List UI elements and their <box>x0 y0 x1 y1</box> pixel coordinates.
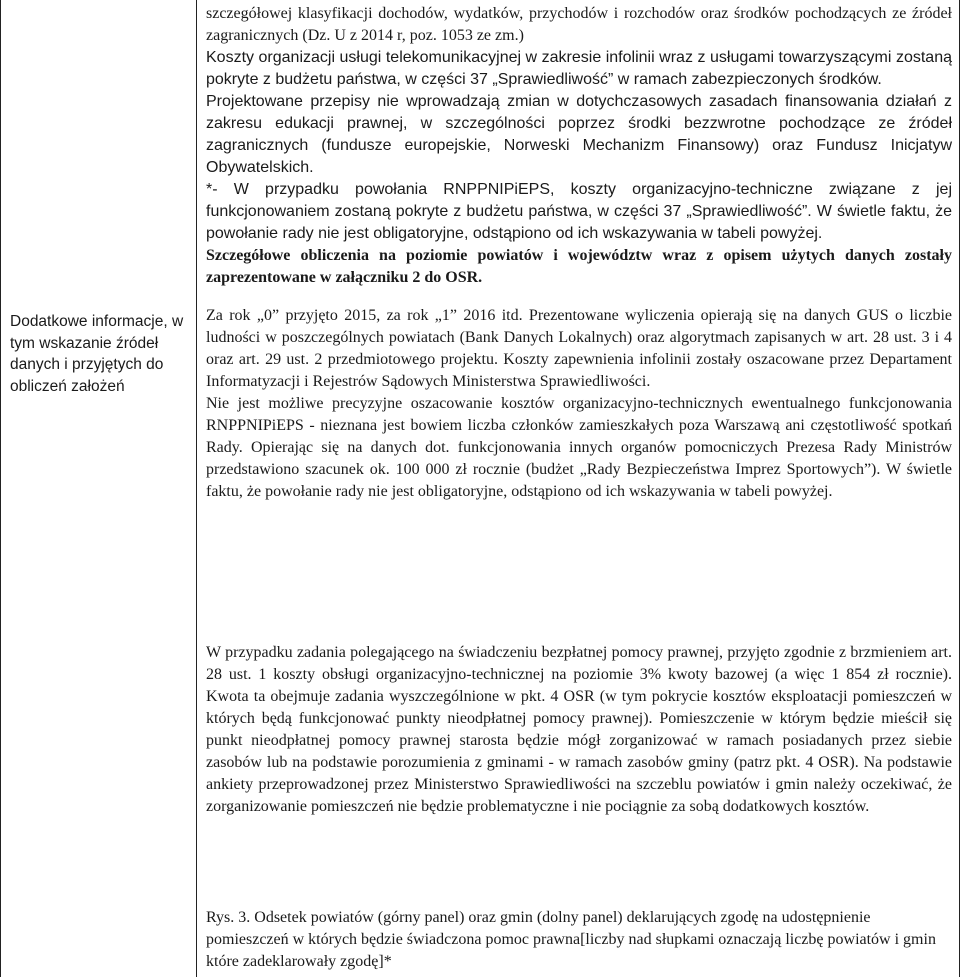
paragraph-legal-aid: W przypadku zadania polegającego na świadczeniu bezpłatnej pomocy prawnej, przyjęto zgodnie z brzmieniem art. 28 ust. 1 koszty obsługi organizacyjno-technicznej na poziomie 3% kwoty bazowej (a więc 1 854 zł rocznie). Kwota ta obejmuje zadania wyszczególnione w pkt. 4 OSR (w tym pokrycie kosztów eksploatacji pomieszczeń w których będą funkcjonować punkty nieodpłatnej pomocy prawnej). Pomieszczenie w którym będzie mieścił się punkt nieodpłatnej pomocy prawnej starosta będzie mógł zorganizować w ramach posiadanych przez siebie zasobów lub na podstawie porozumienia z gminami - w ramach zasobów gminy (patrz pkt. 4 OSR). Na podstawie ankiety przeprowadzonej przez Ministerstwo Sprawiedliwości na szczeblu powiatów i gmin należy oczekiwać, że zorganizowanie pomieszczeń nie będzie problematyczne i nie pociągnie za sobą dodatkowych kosztów. <box>206 644 952 815</box>
figure-caption: Rys. 3. Odsetek powiatów (górny panel) oraz gmin (dolny panel) deklarujących zgodę na udostępnienie pomieszczeń w których będzie świadczona pomoc prawna[liczby nad słupkami oznaczają liczbę powiatów i gmin które zadeklarowały zgodę]* <box>206 909 936 970</box>
row-label: Dodatkowe informacje, w tym wskazanie źródeł danych i przyjętych do obliczeń założeń <box>10 313 184 395</box>
paragraph-council-costs: *- W przypadku powołania RNPPNIPiEPS, koszty organizacyjno-techniczne związane z jej funkcjonowaniem zostaną pokryte z budżetu państwa, w części 37 „Sprawiedliwość”. W świetle faktu, że powołanie rady nie jest obligatoryjne, odstąpiono od ich wskazywania w tabeli powyżej. <box>206 181 952 242</box>
paragraph-base-year: Za rok „0” przyjęto 2015, za rok „1” 2016 itd. Prezentowane wyliczenia opierają się na danych GUS o liczbie ludności w poszczególnych powiatach (Bank Danych Lokalnych) oraz algorytmach zapisanych w art. 28 ust. 3 i 4 oraz art. 29 ust. 2 przedmiotowego projektu. Koszty zapewnienia infolinii zostały oszacowane przez Departament Informatyzacji i Rejestrów Sądowych Ministerstwa Sprawiedliwości. <box>206 307 952 390</box>
paragraph-infoline-costs: Koszty organizacji usługi telekomunikacyjnej w zakresie infolinii wraz z usługami towarzyszącymi zostaną pokryte z budżetu państwa, w części 37 „Sprawiedliwość” w ramach zabezpieczonych środków. <box>206 49 952 88</box>
table-left-column <box>1 0 197 977</box>
table-right-column <box>198 0 959 977</box>
paragraph-legal-education: Projektowane przepisy nie wprowadzają zmian w dotychczasowych zasadach finansowania działań z zakresu edukacji prawnej, w szczególności poprzez środki bezzwrotne pochodzące ze źródeł zagranicznych (fundusze europejskie, Norweski Mechanizm Finansowy) oraz Fundusz Inicjatyw Obywatelskich. <box>206 93 952 176</box>
top-text-block <box>206 3 952 503</box>
paragraph-council-estimate: Nie jest możliwe precyzyjne oszacowanie kosztów organizacyjno-technicznych ewentualnego funkcjonowania RNPPNIPiEPS - nieznana jest bowiem liczba członków zamieszkałych poza Warszawą ani częstotliwość spotkań Rady. Opierając się na danych dot. funkcjonowania innych organów pomocniczych Prezesa Rady Ministrów przedstawiono szacunek ok. 100 000 zł rocznie (budżet „Rady Bezpieczeństwa Imprez Sportowych”). W świetle faktu, że powołanie rady nie jest obligatoryjne, odstąpiono od ich wskazywania w tabeli powyżej. <box>206 395 952 500</box>
middle-text-block <box>206 642 952 818</box>
paragraph-classification: szczegółowej klasyfikacji dochodów, wydatków, przychodów i rozchodów oraz środków pochodzących ze źródeł zagranicznych (Dz. U z 2014 r, poz. 1053 ze zm.) <box>206 5 952 44</box>
paragraph-detailed-calculations: Szczegółowe obliczenia na poziomie powiatów i województw wraz z opisem użytych danych zostały zaprezentowane w załączniku 2 do OSR. <box>206 247 952 286</box>
